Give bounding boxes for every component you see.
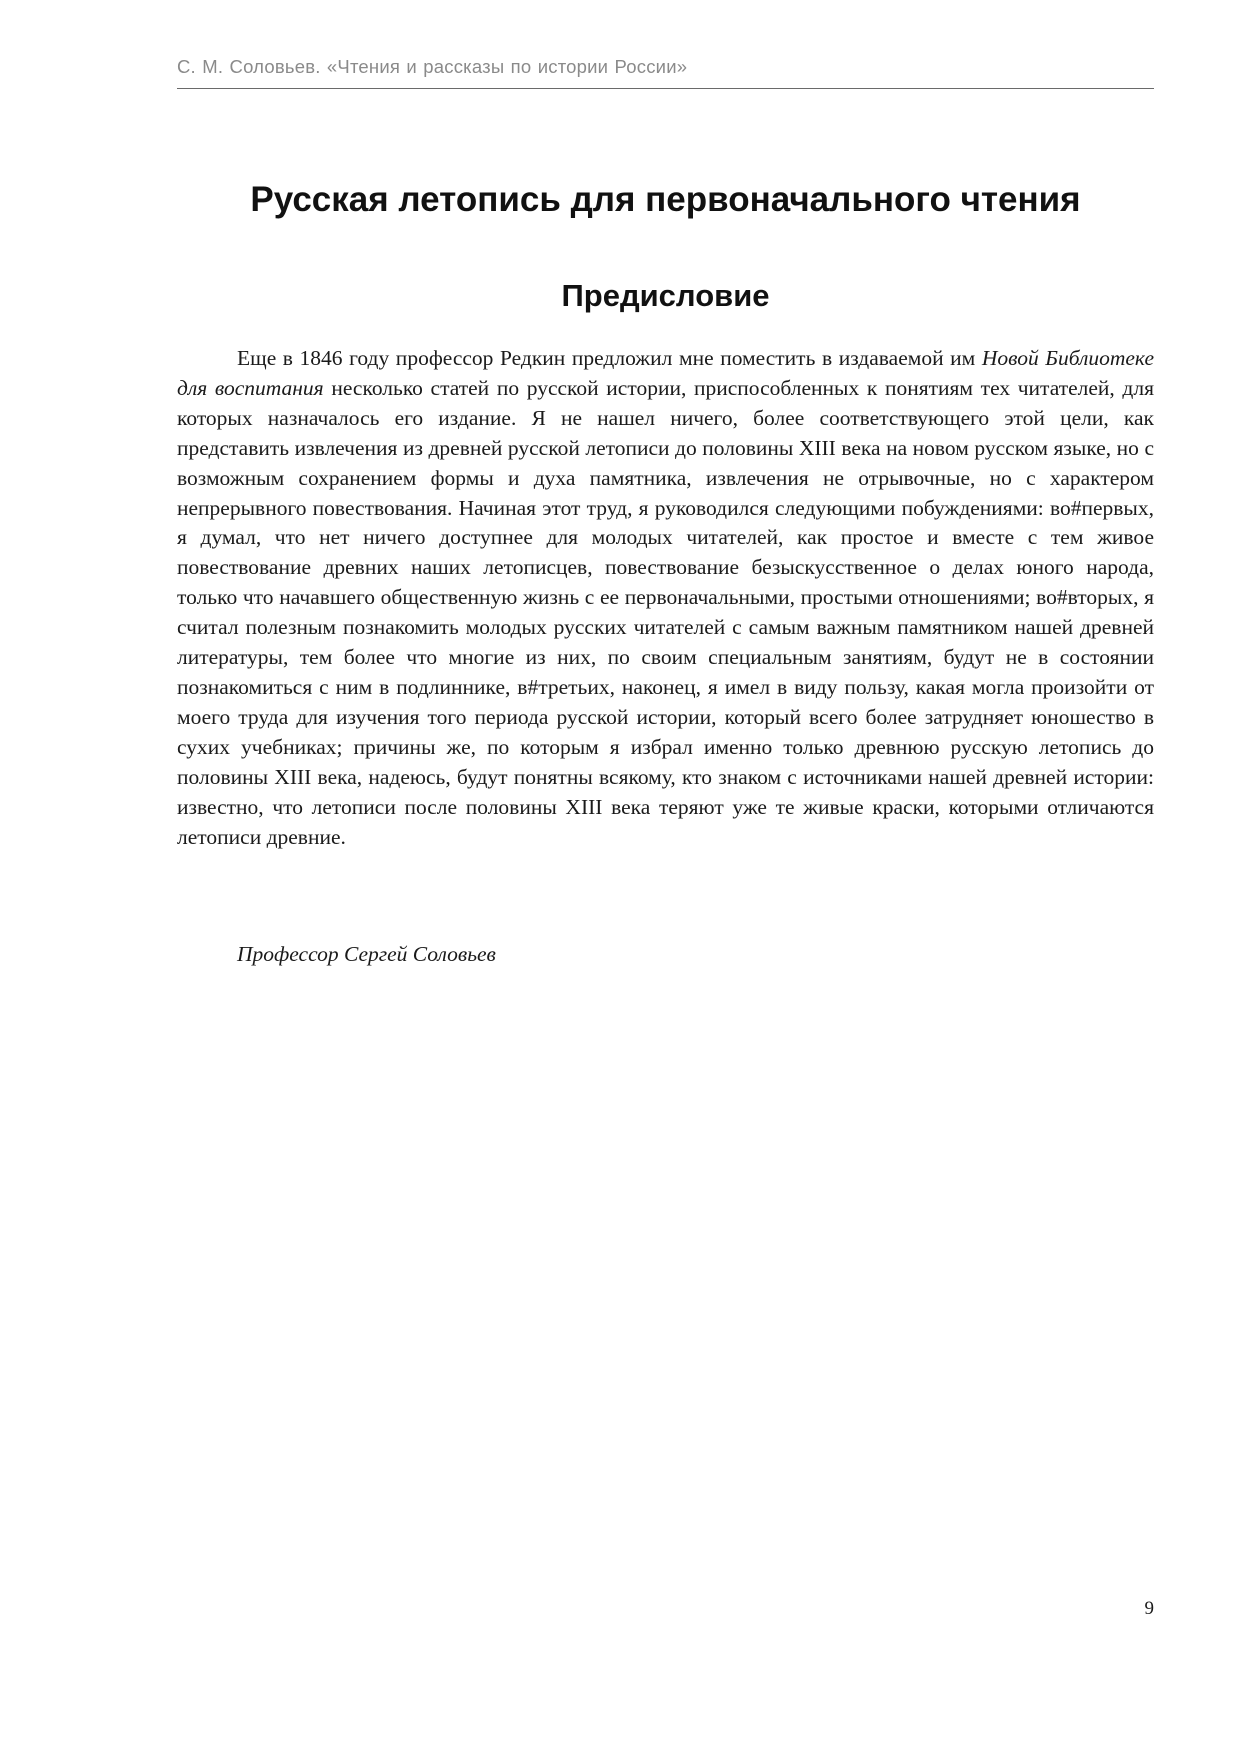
author-signature: Профессор Сергей Соловьев — [237, 942, 496, 966]
paragraph-text-rest: несколько статей по русской истории, приспособленных к понятиям тех читателей, для которых назначалось его издание. Я не нашел ничего, более соответствующего этой цели, как представить извлечения из древней русской летописи до половины XIII века на новом русском языке, но с возможным сохранением формы и духа памятника, извлечения не отрывочные, но с характером непрерывного повествования. Начиная этот труд, я руководился следующими побуждениями: во#первых, я думал, что нет ничего доступнее для молодых читателей, как простое и вместе с тем живое повествование древних наших летописцев, повествование безыскусственное о делах юного народа, только что начавшего общественную жизнь с ее первоначальными, простыми отношениями; во#вторых, я считал полезным познакомить молодых русских читателей с самым важным памятником нашей древней литературы, тем более что многие из них, по своим специальным занятиям, будут не в состоянии познакомиться с ним в подлиннике, в#третьих, наконец, я имел в виду пользу, какая могла произойти от моего труда для изучения того периода русской истории, который всего более затрудняет юношество в сухих учебниках; причины же, по которым я избрал именно только древнюю русскую летопись до половины XIII века, надеюсь, будут понятны всякому, кто знаком с источниками нашей древней истории: известно, что летописи после половины XIII века теряют уже те живые краски, которыми отличаются летописи древние. — [177, 375, 1154, 849]
paragraph-italic-title: Новой Библиотеке для воспитания — [177, 346, 1154, 400]
section-title: Предисловие — [561, 278, 770, 313]
paragraph-text-start: Еще в 1846 году профессор Редкин предложил мне поместить в издаваемой им — [237, 346, 982, 370]
header-divider — [177, 88, 1154, 89]
running-header: С. М. Соловьев. «Чтения и рассказы по истории России» — [177, 56, 688, 77]
preface-paragraph — [177, 344, 1154, 852]
document-title: Русская летопись для первоначального чтения — [250, 180, 1081, 219]
page-number: 9 — [1144, 1598, 1154, 1619]
